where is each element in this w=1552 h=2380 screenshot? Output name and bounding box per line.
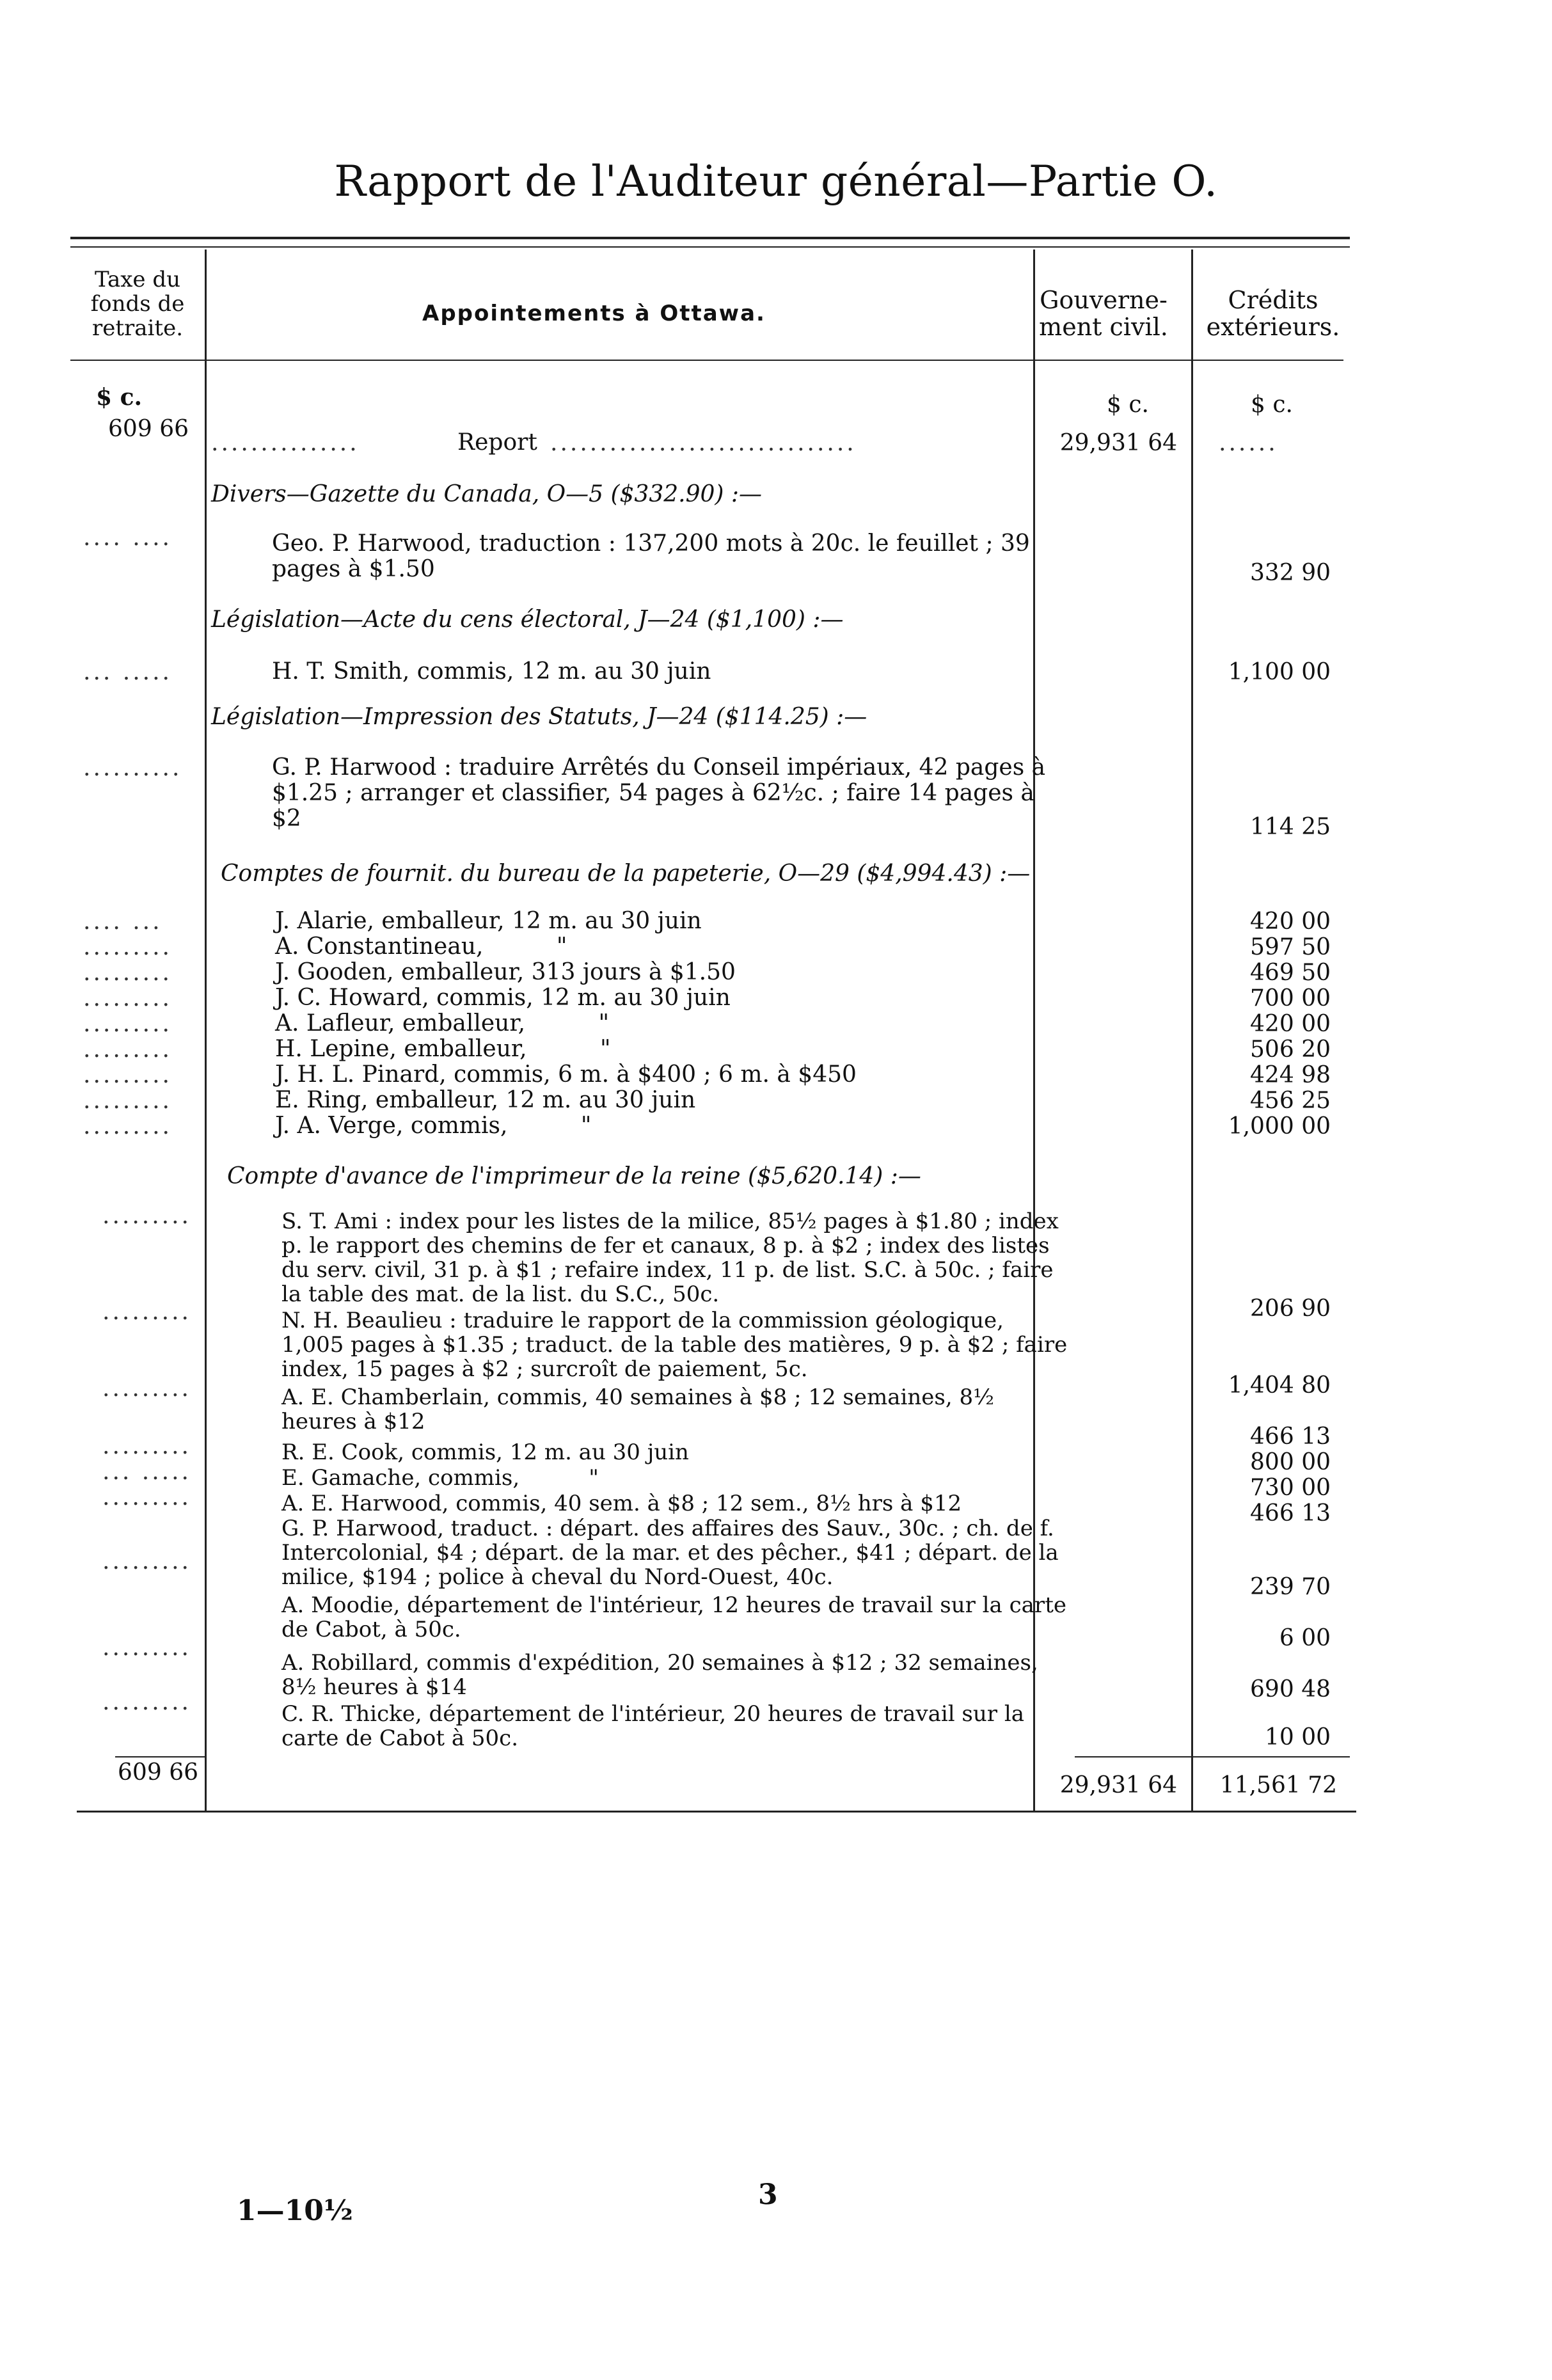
pension-leader: .... ... [83, 908, 162, 935]
pension-leader: ......... [102, 1635, 191, 1661]
pension-leader: ......... [102, 1299, 191, 1325]
column-divider-1 [205, 250, 207, 1811]
top-rule-thin [70, 246, 1350, 248]
entry-text: R. E. Cook, commis, 12 m. au 30 juin [281, 1440, 689, 1465]
entry-amount: 690 48 [1250, 1676, 1331, 1702]
entry-text: H. Lepine, emballeur, " [275, 1036, 611, 1062]
pension-leader: ......... [102, 1484, 191, 1511]
entry-amount: 424 98 [1250, 1062, 1331, 1088]
entry-text: H. T. Smith, commis, 12 m. au 30 juin [272, 658, 711, 685]
report-leader-right: ............................... [550, 430, 857, 456]
entry-amount: 114 25 [1250, 814, 1331, 840]
entry-text: A. Moodie, département de l'intérieur, 12 heures de travail sur la carte de Cabot, à 50c. [281, 1592, 1066, 1642]
pension-leader: ......... [102, 1376, 191, 1402]
footer-signature: 1—10½ [237, 2194, 353, 2227]
entry-text: C. R. Thicke, département de l'intérieur, 20 heures de travail sur la carte de Cabot à 50c. [281, 1701, 1024, 1751]
entry-text: J. H. L. Pinard, commis, 6 m. à $400 ; 6 m. à $450 [275, 1061, 857, 1088]
entry-text: Geo. P. Harwood, traduction : 137,200 mots à 20c. le feuillet ; 39 pages à $1.50 [272, 530, 1030, 582]
pension-leader: ......... [102, 1548, 191, 1575]
pension-leader: ......... [83, 1113, 172, 1139]
entry-amount: 10 00 [1264, 1724, 1331, 1750]
column-header-external: Crédits extérieurs. [1206, 286, 1340, 341]
entry-amount: 730 00 [1250, 1475, 1331, 1501]
column-header-civil: Gouverne-ment civil. [1039, 286, 1168, 341]
pension-leader: ... ..... [83, 659, 172, 685]
pension-leader: ......... [83, 1062, 172, 1088]
pension-leader: ......... [83, 1036, 172, 1063]
report-label: Report [457, 429, 537, 456]
entry-amount: 1,000 00 [1228, 1113, 1331, 1139]
entry-amount: 700 00 [1250, 985, 1331, 1012]
entry-text: E. Gamache, commis, " [281, 1465, 599, 1491]
totals-rule-amounts [1075, 1756, 1350, 1757]
column-header-pension: Taxe du fonds de retraite. [90, 267, 185, 341]
page-number: 3 [758, 2178, 778, 2211]
section-heading: Législation—Acte du cens électoral, J—24 ($1,100) :— [211, 607, 844, 633]
entry-amount: 469 50 [1250, 960, 1331, 986]
entry-amount: 597 50 [1250, 934, 1331, 960]
section-heading: Compte d'avance de l'imprimeur de la reine ($5,620.14) :— [227, 1163, 921, 1189]
entry-text: E. Ring, emballeur, 12 m. au 30 juin [275, 1087, 696, 1113]
pension-leader: ......... [102, 1203, 191, 1229]
pension-leader: ......... [83, 985, 172, 1012]
entry-amount: 800 00 [1250, 1449, 1331, 1475]
pension-leader: ......... [83, 1088, 172, 1114]
unit-civil: $ c. [1107, 392, 1149, 418]
pension-leader: ......... [83, 960, 172, 986]
top-rule [70, 237, 1350, 239]
column-header-description: Appointements à Ottawa. [422, 301, 766, 326]
pension-leader: ......... [102, 1433, 191, 1459]
entry-amount: 332 90 [1250, 560, 1331, 586]
entry-amount: 420 00 [1250, 908, 1331, 935]
pension-leader: .......... [83, 755, 182, 781]
entry-text: A. Robillard, commis d'expédition, 20 semaines à $12 ; 32 semaines, 8½ heures à $14 [281, 1650, 1038, 1700]
pension-leader: ......... [102, 1689, 191, 1715]
column-divider-3 [1191, 250, 1193, 1811]
entry-amount: 466 13 [1250, 1424, 1331, 1450]
entry-text: J. C. Howard, commis, 12 m. au 30 juin [275, 985, 731, 1011]
entry-amount: 206 90 [1250, 1296, 1331, 1322]
unit-pension: $ c. [96, 384, 143, 411]
entry-text: A. E. Chamberlain, commis, 40 semaines à $8 ; 12 semaines, 8½ heures à $12 [281, 1384, 995, 1434]
pension-leader: ......... [83, 934, 172, 960]
entry-text: G. P. Harwood : traduire Arrêtés du Conseil impériaux, 42 pages à $1.25 ; arranger et classifier, 54 pages à 62½c. ; faire 14 pages à $2 [272, 754, 1046, 832]
total-pension: 609 66 [118, 1759, 198, 1786]
header-rule [70, 360, 1343, 361]
page-title: Rapport de l'Auditeur général—Partie O. [334, 157, 1218, 206]
pension-leader: ... ..... [102, 1459, 191, 1485]
pension-leader: ......... [83, 1011, 172, 1037]
entry-amount: 1,100 00 [1228, 659, 1331, 685]
section-heading: Divers—Gazette du Canada, O—5 ($332.90) :— [211, 481, 762, 507]
report-pension: 609 66 [108, 416, 189, 442]
entry-text: A. Constantineau, " [275, 933, 567, 960]
entry-text: N. H. Beaulieu : traduire le rapport de la commission géologique, 1,005 pages à $1.35 ; traduct. de la table des matières, 9 p. à $2 ; faire index, 15 pages à $2 ; surcroît de paiement, 5c. [281, 1308, 1068, 1382]
totals-rule-pension [115, 1756, 205, 1757]
report-external-leader: ...... [1219, 430, 1278, 456]
total-civil: 29,931 64 [1059, 1772, 1177, 1798]
entry-text: J. Gooden, emballeur, 313 jours à $1.50 [275, 959, 736, 985]
entry-amount: 466 13 [1250, 1500, 1331, 1527]
entry-amount: 506 20 [1250, 1036, 1331, 1063]
entry-amount: 6 00 [1279, 1625, 1331, 1651]
report-civil: 29,931 64 [1059, 430, 1177, 456]
entry-amount: 420 00 [1250, 1011, 1331, 1037]
entry-text: J. Alarie, emballeur, 12 m. au 30 juin [275, 908, 702, 934]
entry-text: J. A. Verge, commis, " [275, 1113, 592, 1139]
entry-text: S. T. Ami : index pour les listes de la milice, 85½ pages à $1.80 ; index p. le rapport des chemins de fer et canaux, 8 p. à $2 ; index des listes du serv. civil, 31 p. à $1 ; refaire index, 11 p. de list. S.C. à 50c. ; faire la table des mat. de la list. du S.C., 50c. [281, 1209, 1059, 1307]
unit-external: $ c. [1251, 392, 1293, 418]
entry-text: A. E. Harwood, commis, 40 sem. à $8 ; 12 sem., 8½ hrs à $12 [281, 1491, 962, 1516]
section-heading: Législation—Impression des Statuts, J—24 ($114.25) :— [211, 704, 867, 730]
section-heading: Comptes de fournit. du bureau de la papeterie, O—29 ($4,994.43) :— [221, 861, 1031, 887]
entry-text: A. Lafleur, emballeur, " [275, 1010, 610, 1036]
report-leader-left: ............... [211, 430, 360, 456]
bottom-rule [77, 1811, 1356, 1813]
pension-leader: .... .... [83, 525, 172, 551]
entry-amount: 1,404 80 [1228, 1372, 1331, 1399]
entry-amount: 239 70 [1250, 1574, 1331, 1600]
entry-text: G. P. Harwood, traduct. : départ. des affaires des Sauv., 30c. ; ch. de f. Intercolonial, $4 ; départ. de la mar. et des pêcher., $41 ; départ. de la milice, $194 ; police à cheval du Nord-Ouest, 40c. [281, 1516, 1059, 1590]
entry-amount: 456 25 [1250, 1088, 1331, 1114]
total-external: 11,561 72 [1219, 1772, 1337, 1798]
